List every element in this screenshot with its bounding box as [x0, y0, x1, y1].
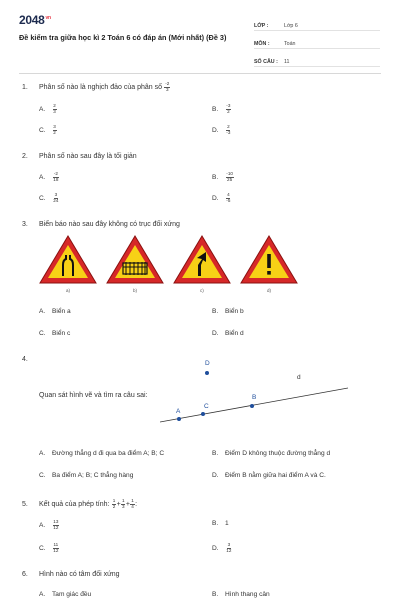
q2-option-a[interactable]: A. $\frac{-2}{18}$ — [39, 171, 59, 182]
q2-option-d[interactable]: D. $\frac{4}{-5}$ — [212, 192, 231, 203]
warning-exclamation-sign-icon — [241, 236, 297, 283]
sign-label-d: d) — [267, 288, 272, 293]
traffic-signs-figure — [38, 232, 298, 287]
sign-label-b: b) — [133, 288, 138, 293]
q4-option-a[interactable]: A. Đường thẳng d đi qua ba điểm A; B; C — [39, 450, 165, 457]
question-3: 3. Biển báo nào sau đây không có trục đối xứng — [22, 221, 180, 228]
point-d — [205, 371, 209, 375]
label-point-c: C — [204, 403, 209, 410]
sign-label-c: c) — [200, 288, 204, 293]
question-4-number: 4. — [22, 356, 28, 363]
point-a — [177, 417, 181, 421]
q1-option-b[interactable]: B. $\frac{-3}{2}$ — [212, 103, 231, 114]
q6-option-a[interactable]: A. Tam giác đều — [39, 591, 92, 598]
question-2: 2. Phân số nào sau đây là tối giản — [22, 153, 137, 160]
point-c — [201, 412, 205, 416]
site-logo[interactable]: $2048^{vn}$ — [19, 13, 51, 27]
question-5: 5. Kết quả của phép tính: $\frac{1}{2}$ + $\frac{1}{3}$ + $\frac{1}{4}$ : — [22, 498, 138, 509]
q2-option-c[interactable]: C. $\frac{3}{24}$ — [39, 192, 59, 203]
q6-option-b[interactable]: B. Hình thang cân — [212, 591, 270, 598]
question-1: 1. Phân số nào là nghịch đảo của phân số $\frac{-2}{3}$ — [22, 81, 170, 92]
q3-option-b[interactable]: B. Biển b — [212, 308, 244, 315]
two-way-road-sign-icon — [40, 236, 96, 283]
railway-crossing-sign-icon — [107, 236, 163, 283]
q1-option-a[interactable]: A. $\frac{2}{3}$ — [39, 103, 56, 114]
q1-option-c[interactable]: C. $\frac{3}{2}$ — [39, 124, 56, 135]
sign-label-a: a) — [66, 288, 71, 293]
question-4-text: Quan sát hình vẽ và tìm ra câu sai: — [39, 392, 148, 399]
dangerous-curve-sign-icon — [174, 236, 230, 283]
label-line-d: d — [297, 374, 301, 381]
q3-option-d[interactable]: D. Biển d — [212, 330, 244, 337]
q5-option-b[interactable]: B. 1 — [212, 520, 229, 527]
meta-subject: MÔN : Toán — [254, 33, 380, 49]
q3-option-c[interactable]: C. Biển c — [39, 330, 71, 337]
point-b — [250, 404, 254, 408]
q4-option-b[interactable]: B. Điểm D không thuộc đường thẳng d — [212, 450, 331, 457]
exam-title: Đề kiểm tra giữa học kì 2 Toán 6 có đáp án (Mới nhất) (Đề 3) — [19, 33, 227, 42]
q3-option-a[interactable]: A. Biển a — [39, 308, 71, 315]
exam-meta — [254, 15, 380, 69]
label-point-b: B — [252, 394, 257, 401]
meta-class: LỚP : Lớp 6 — [254, 15, 380, 31]
q4-option-c[interactable]: C. Ba điểm A; B; C thẳng hàng — [39, 472, 134, 479]
q1-option-d[interactable]: D. $\frac{2}{-3}$ — [212, 124, 231, 135]
question-1-fraction: $\frac{-2}{3}$ — [165, 81, 170, 92]
header-divider — [19, 73, 381, 74]
q5-option-c[interactable]: C. $\frac{11}{12}$ — [39, 542, 59, 553]
meta-count: SỐ CÂU : 11 — [254, 51, 380, 67]
geometry-figure — [160, 355, 360, 430]
q5-option-d[interactable]: D. $\frac{3}{12}$ — [212, 542, 232, 553]
q5-option-a[interactable]: A. $\frac{13}{12}$ — [39, 519, 59, 530]
q4-option-d[interactable]: D. Điểm B nằm giữa hai điểm A và C. — [212, 472, 326, 479]
label-point-d: D — [205, 360, 210, 367]
label-point-a: A — [176, 408, 181, 415]
question-6: 6. Hình nào có tâm đối xứng — [22, 571, 120, 578]
q2-option-b[interactable]: B. $\frac{-10}{25}$ — [212, 171, 233, 182]
